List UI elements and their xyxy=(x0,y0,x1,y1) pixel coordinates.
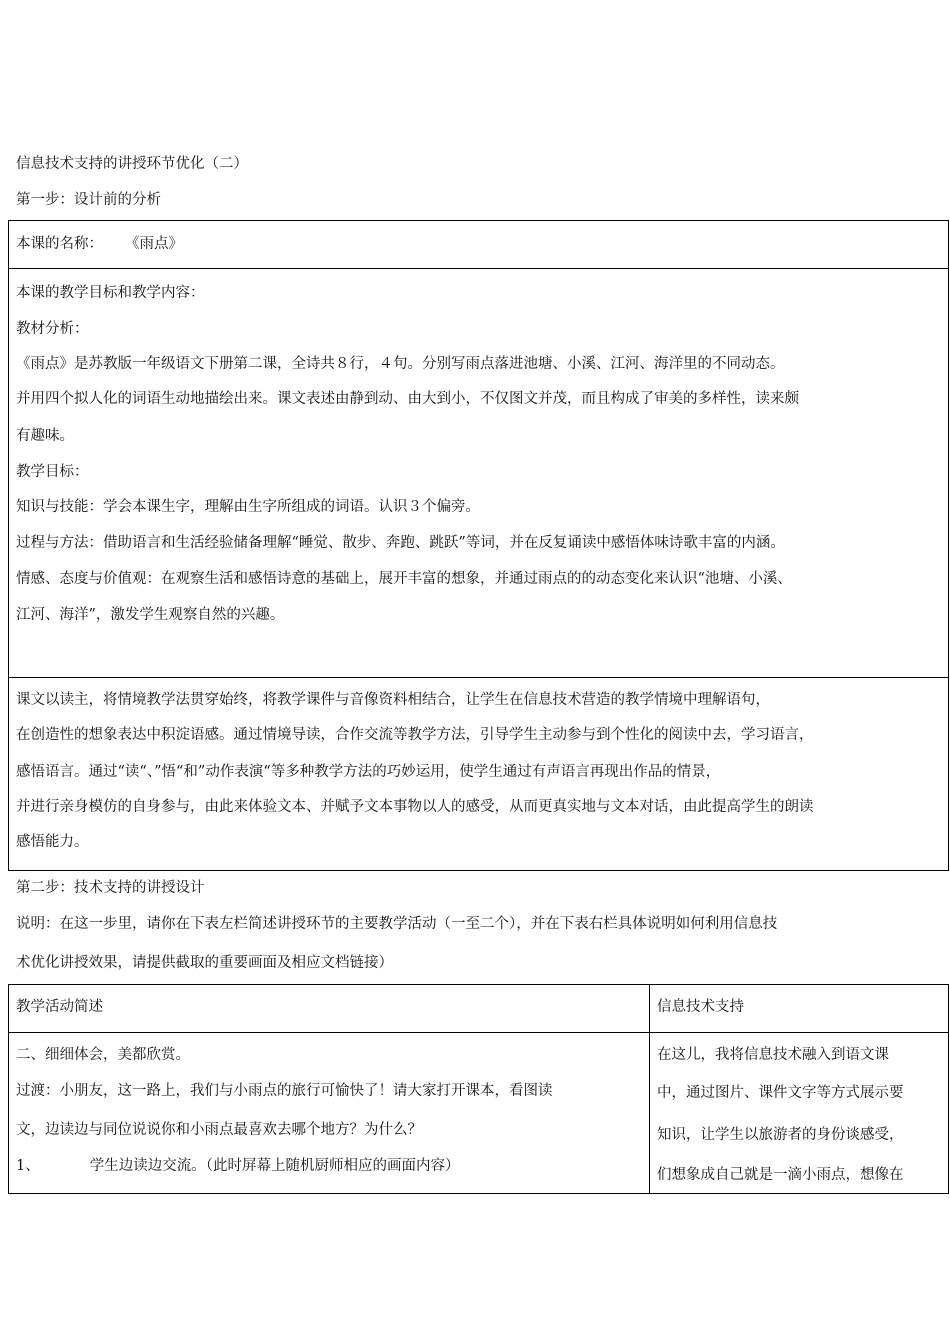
step1-heading: 第一步：设计前的分析 xyxy=(16,192,161,208)
method-line: 感悟能力。 xyxy=(16,834,89,850)
method-line: 并进行亲身模仿的自身参与，由此来体验文本、并赋予文本事物以人的感受，从而更真实地与文本对话，由此提高学生的朗读 xyxy=(16,799,814,815)
column-divider xyxy=(649,984,650,1194)
method-line: 在创造性的想象表达中积淀语感。通过情境导读，合作交流等教学方法，引导学生主动参与到个性化的阅读中去，学习语言， xyxy=(16,727,814,743)
explain-line: 说明：在这一步里，请你在下表左栏简述讲授环节的主要教学活动（一至二个），并在下表右栏具体说明如何利用信息技 xyxy=(16,916,778,932)
objectives-line: 《雨点》是苏教版一年级语文下册第二课，全诗共８行，４句。分别写雨点落进池塘、小溪、江河、海洋里的不同动态。 xyxy=(16,356,785,372)
objectives-line: 教学目标： xyxy=(16,464,89,480)
table-divider xyxy=(8,677,949,678)
objectives-line: 江河、海洋”，激发学生观察自然的兴趣。 xyxy=(16,607,285,623)
tech-line: 知识，让学生以旅游者的身份谈感受， xyxy=(657,1127,904,1143)
objectives-line: 过程与方法：借助语言和生活经验储备理解“睡觉、散步、奔跑、跳跃”等词，并在反复诵读中感悟体味诗歌丰富的内涵。 xyxy=(16,535,785,551)
tech-line: 们想象成自己就是一滴小雨点，想像在 xyxy=(657,1167,904,1183)
method-line: 课文以读主，将情境教学法贯穿始终，将教学课件与音像资料相结合，让学生在信息技术营造的教学情境中理解语句， xyxy=(16,692,770,708)
lesson-name-row xyxy=(16,232,183,253)
document-title: 信息技术支持的讲授环节优化（二） xyxy=(16,156,248,172)
explain-line: 术优化讲授效果，请提供截取的重要画面及相应文档链接） xyxy=(16,955,393,971)
table-divider xyxy=(8,268,949,269)
table-divider xyxy=(8,1032,949,1033)
lesson-name-value: 《雨点》 xyxy=(125,236,183,252)
step2-heading: 第二步：技术支持的讲授设计 xyxy=(16,880,205,896)
objectives-line: 情感、态度与价值观：在观察生活和感悟诗意的基础上，展开丰富的想象，并通过雨点的的动态变化来认识“池塘、小溪、 xyxy=(16,571,792,587)
objectives-line: 有趣味。 xyxy=(16,428,74,444)
header-tech-support: 信息技术支持 xyxy=(657,999,744,1015)
objectives-line: 教材分析： xyxy=(16,321,89,337)
tech-line: 在这儿，我将信息技术融入到语文课 xyxy=(657,1047,889,1063)
tech-line: 中，通过图片、课件文字等方式展示要 xyxy=(657,1085,904,1101)
lesson-name-label: 本课的名称： xyxy=(16,236,103,252)
objectives-line: 并用四个拟人化的词语生动地描绘出来。课文表述由静到动、由大到小，不仅图文并茂，而且构成了审美的多样性，读来颇 xyxy=(16,391,799,407)
activity-line: 二、细细体会，美都欣赏。 xyxy=(16,1047,190,1063)
method-line: 感悟语言。通过“读“、”悟“和”动作表演“等多种教学方法的巧妙运用，使学生通过有声语言再现出作品的情景， xyxy=(16,764,721,780)
objectives-line: 知识与技能：学会本课生字，理解由生字所组成的词语。认识３个偏旁。 xyxy=(16,499,480,515)
activity-line: 文，边读边与同位说说你和小雨点最喜欢去哪个地方？为什么？ xyxy=(16,1122,422,1138)
item-text: 学生边读边交流。（此时屏幕上随机厨师相应的画面内容） xyxy=(89,1158,460,1174)
header-activity: 教学活动简述 xyxy=(16,999,103,1015)
item-number: 1、 xyxy=(16,1158,40,1174)
activity-item xyxy=(16,1154,459,1175)
activity-line: 过渡：小朋友，这一路上，我们与小雨点的旅行可愉快了！请大家打开课本，看图读 xyxy=(16,1083,553,1099)
objectives-line: 本课的教学目标和教学内容： xyxy=(16,285,205,301)
